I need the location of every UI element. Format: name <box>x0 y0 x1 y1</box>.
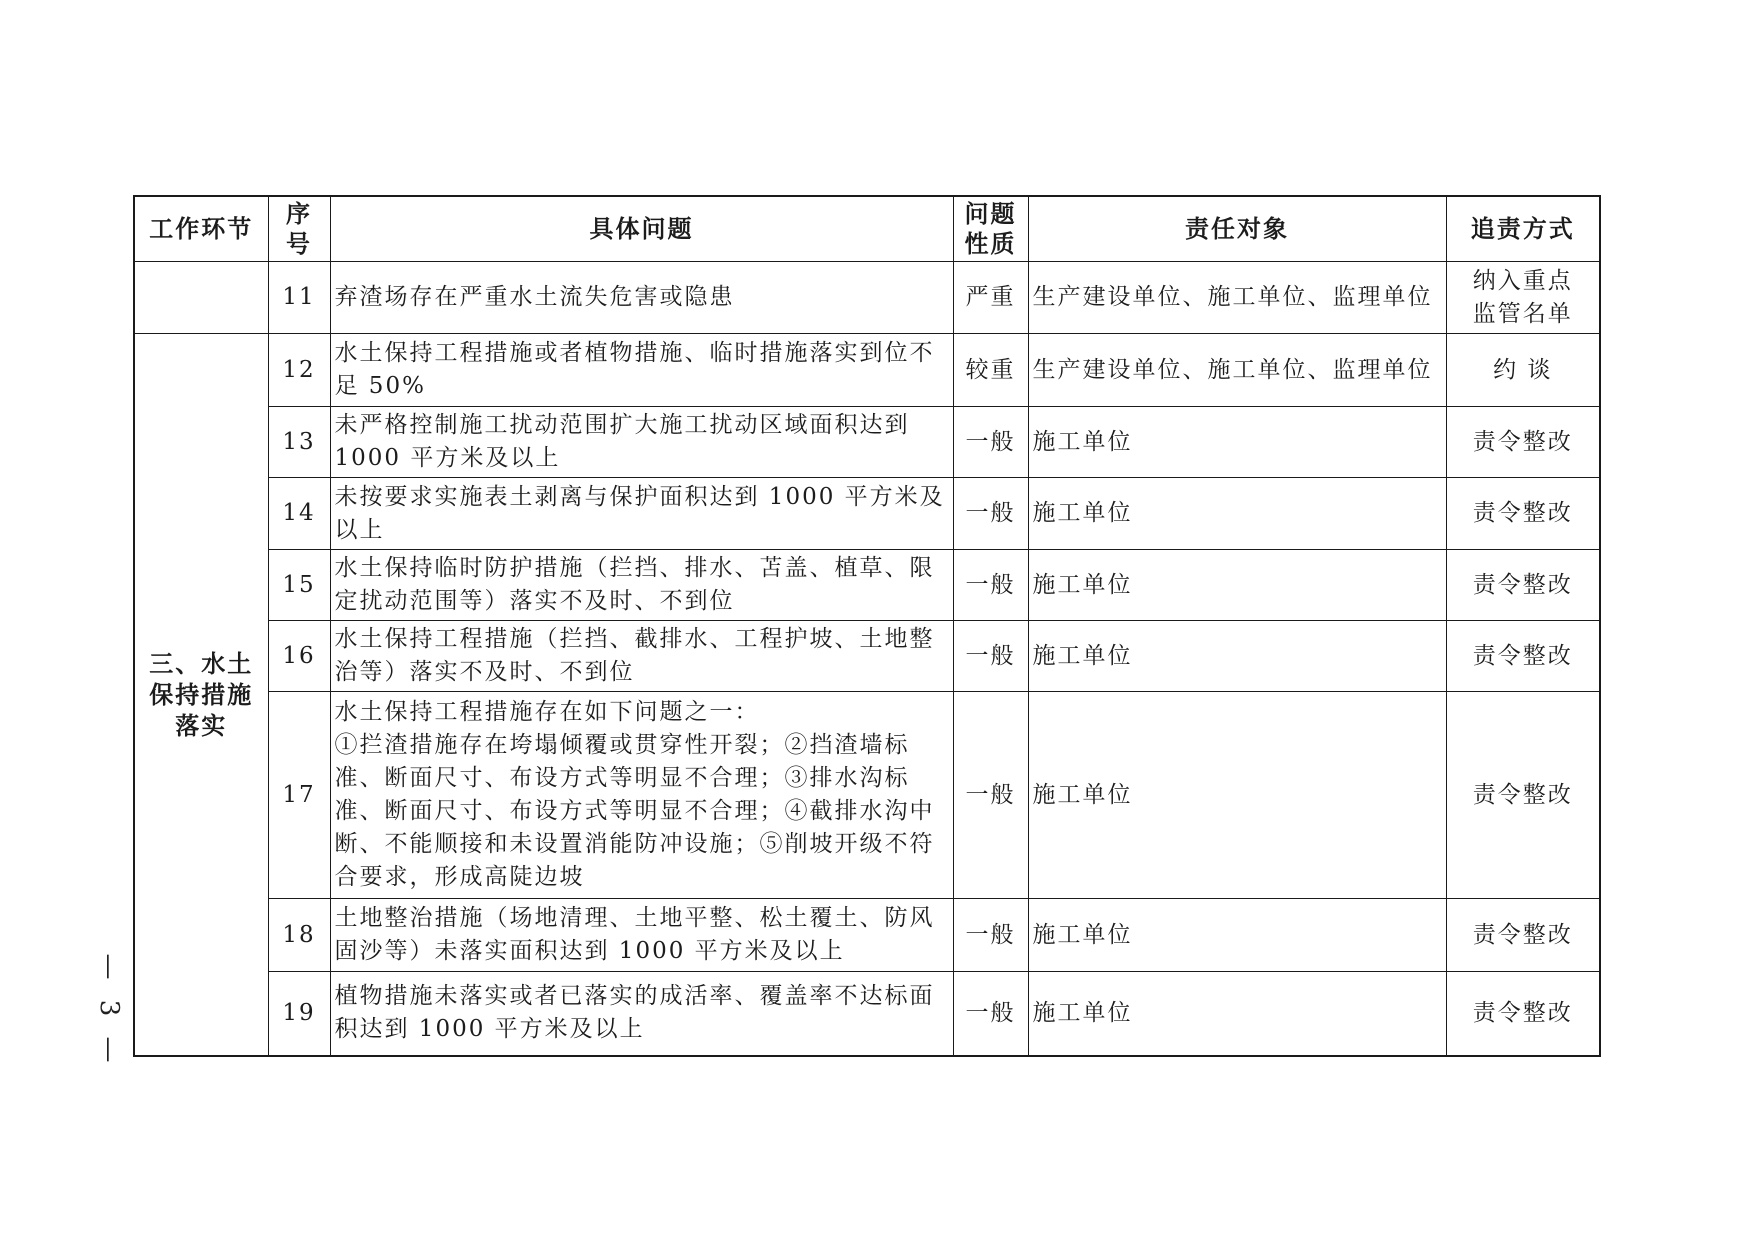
problem-cell: 水土保持临时防护措施（拦挡、排水、苫盖、植草、限定扰动范围等）落实不及时、不到位 <box>330 550 953 621</box>
problem-cell: 水土保持工程措施或者植物措施、临时措施落实到位不足 50% <box>330 334 953 407</box>
target-cell: 施工单位 <box>1028 621 1446 692</box>
problem-intro: 水土保持工程措施存在如下问题之一： <box>334 699 760 725</box>
table-row <box>134 550 1600 621</box>
table-row <box>134 692 1600 899</box>
target-cell: 生产建设单位、施工单位、监理单位 <box>1028 262 1446 334</box>
method-cell: 责令整改 <box>1446 478 1600 550</box>
method-cell: 责令整改 <box>1446 899 1600 972</box>
nature-cell: 一般 <box>953 621 1028 692</box>
nature-cell: 一般 <box>953 550 1028 621</box>
seq-cell: 11 <box>268 262 330 334</box>
table-row <box>134 407 1600 478</box>
header-nature: 问题性质 <box>953 196 1028 262</box>
target-cell: 施工单位 <box>1028 407 1446 478</box>
target-cell: 施工单位 <box>1028 972 1446 1056</box>
section-label: 三、水土保持措施落实 <box>149 648 254 740</box>
target-cell: 施工单位 <box>1028 899 1446 972</box>
seq-cell: 18 <box>268 899 330 972</box>
problem-cell: 未严格控制施工扰动范围扩大施工扰动区域面积达到 1000 平方米及以上 <box>330 407 953 478</box>
table-row <box>134 262 1600 334</box>
nature-cell: 一般 <box>953 899 1028 972</box>
method-cell: 责令整改 <box>1446 621 1600 692</box>
problem-cell: 水土保持工程措施（拦挡、截排水、工程护坡、土地整治等）落实不及时、不到位 <box>330 621 953 692</box>
nature-cell: 一般 <box>953 692 1028 899</box>
target-cell: 施工单位 <box>1028 692 1446 899</box>
nature-cell: 一般 <box>953 407 1028 478</box>
method-cell: 约 谈 <box>1446 334 1600 407</box>
seq-cell: 15 <box>268 550 330 621</box>
method-cell: 责令整改 <box>1446 407 1600 478</box>
header-target: 责任对象 <box>1028 196 1446 262</box>
nature-cell: 严重 <box>953 262 1028 334</box>
table-row <box>134 972 1600 1056</box>
seq-cell: 13 <box>268 407 330 478</box>
page-number: — 3 — <box>94 953 124 1069</box>
target-cell: 施工单位 <box>1028 478 1446 550</box>
header-stage: 工作环节 <box>134 196 268 262</box>
table-row <box>134 478 1600 550</box>
seq-cell: 17 <box>268 692 330 899</box>
table-header-row <box>134 196 1600 262</box>
seq-cell: 14 <box>268 478 330 550</box>
problem-cell <box>330 692 953 899</box>
nature-cell: 一般 <box>953 478 1028 550</box>
header-problem: 具体问题 <box>330 196 953 262</box>
header-seq: 序号 <box>268 196 330 262</box>
problem-cell: 未按要求实施表土剥离与保护面积达到 1000 平方米及以上 <box>330 478 953 550</box>
accountability-table <box>133 195 1601 1057</box>
method-cell: 责令整改 <box>1446 692 1600 899</box>
method-cell: 责令整改 <box>1446 972 1600 1056</box>
target-cell: 施工单位 <box>1028 550 1446 621</box>
seq-cell: 19 <box>268 972 330 1056</box>
table-row <box>134 621 1600 692</box>
method-cell <box>1446 262 1600 334</box>
seq-cell: 12 <box>268 334 330 407</box>
nature-cell: 较重 <box>953 334 1028 407</box>
target-cell: 生产建设单位、施工单位、监理单位 <box>1028 334 1446 407</box>
nature-cell: 一般 <box>953 972 1028 1056</box>
seq-cell: 16 <box>268 621 330 692</box>
problem-detail-list: ①拦渣措施存在垮塌倾覆或贯穿性开裂；②挡渣墙标准、断面尺寸、布设方式等明显不合理；③排水沟标准、断面尺寸、布设方式等明显不合理；④截排水沟中断、不能顺接和未设置消能防冲设施；⑤削坡开级不符合要求，形成高陡边坡 <box>334 732 935 890</box>
method-text: 纳入重点监管名单 <box>1472 267 1573 327</box>
method-cell: 责令整改 <box>1446 550 1600 621</box>
problem-cell: 弃渣场存在严重水土流失危害或隐患 <box>330 262 953 334</box>
problem-cell: 土地整治措施（场地清理、土地平整、松土覆土、防风固沙等）未落实面积达到 1000 平方米及以上 <box>330 899 953 972</box>
table-row <box>134 334 1600 407</box>
table-row <box>134 899 1600 972</box>
section-label-cell <box>134 334 268 1056</box>
previous-section-cell <box>134 262 268 334</box>
problem-cell: 植物措施未落实或者已落实的成活率、覆盖率不达标面积达到 1000 平方米及以上 <box>330 972 953 1056</box>
header-method: 追责方式 <box>1446 196 1600 262</box>
